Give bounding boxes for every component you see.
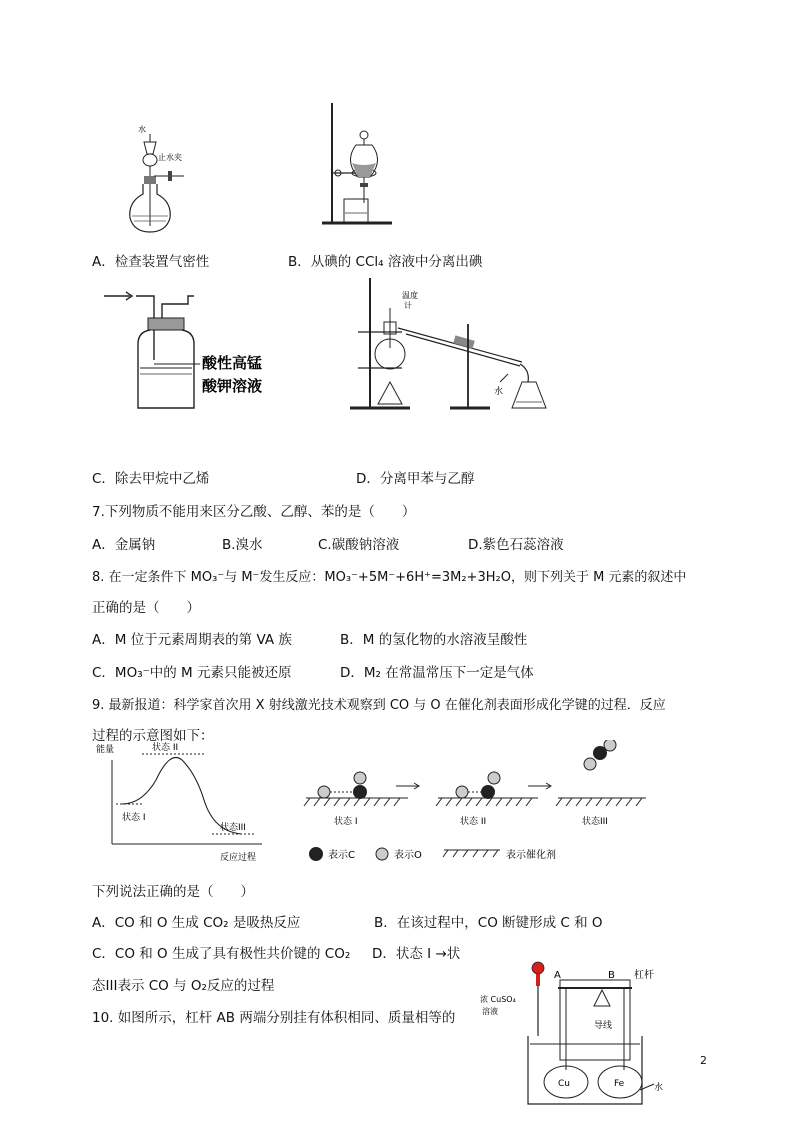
q8-stem-line1: 8. 在一定条件下 MO₃⁻与 M⁻发生反应：MO₃⁻+5M⁻+6H⁺=3M₂+3H₂O，则下列关于 M 元素的叙述中: [92, 570, 687, 585]
catalyst-states-figure: [300, 740, 670, 866]
label-water: 水: [138, 125, 146, 134]
state-3-energy-label: 状态III: [220, 823, 246, 833]
lever-figure: [474, 958, 674, 1110]
label-fe: Fe: [614, 1079, 625, 1089]
label-solution: 溶液: [482, 1007, 498, 1016]
label-wire: 导线: [594, 1021, 613, 1031]
option-b-caption: B．从碘的 CCl₄ 溶液中分离出碘: [288, 254, 483, 270]
q7-stem: 7.下列物质不能用来区分乙酸、乙醇、苯的是（ ）: [92, 504, 416, 520]
legend-carbon: 表示C: [328, 850, 355, 861]
legend-carbon-marker: [309, 847, 323, 861]
energy-diagram: [92, 740, 272, 866]
apparatus-c-figure: [104, 288, 284, 416]
label-cuso4: 浓 CuSO₄: [480, 995, 516, 1004]
state-2-label: 状态 II: [460, 817, 487, 827]
q7-option-c: C.碳酸钠溶液: [318, 537, 400, 553]
q9-stem-line2: 过程的示意图如下：: [92, 728, 214, 744]
legend-catalyst: 表示催化剂: [506, 850, 556, 861]
apparatus-d-figure: [350, 278, 560, 412]
legend-catalyst-marker: [443, 850, 500, 857]
label-water-d: 水: [494, 387, 504, 397]
label-clamp: 止水夹: [158, 153, 182, 162]
label-b: B: [608, 970, 615, 981]
q10-stem: 10. 如图所示，杠杆 AB 两端分别挂有体积相同、质量相等的: [92, 1010, 456, 1026]
label-kmno4-2: 酸钾溶液: [202, 377, 263, 395]
legend-oxygen: 表示O: [394, 850, 422, 861]
label-thermometer-2: 计: [404, 301, 412, 310]
label-kmno4-1: 酸性高锰: [202, 354, 263, 372]
label-cu: Cu: [558, 1079, 570, 1089]
energy-axis-label: 能量: [96, 745, 115, 755]
option-d-caption: D．分离甲苯与乙醇: [356, 471, 475, 487]
label-lever: 杠杆: [634, 970, 654, 981]
q9-option-d-cont: 态III表示 CO 与 O₂反应的过程: [92, 978, 275, 994]
q9-option-a: A．CO 和 O 生成 CO₂ 是吸热反应: [92, 915, 301, 931]
q9-option-c: C．CO 和 O 生成了具有极性共价键的 CO₂: [92, 946, 351, 962]
label-a: A: [554, 970, 561, 981]
q8-stem-line2: 正确的是（ ）: [92, 600, 200, 616]
q9-option-d: D．状态 I →状: [372, 946, 461, 962]
apparatus-a-figure: [120, 120, 200, 238]
q9-option-b: B．在该过程中，CO 断键形成 C 和 O: [374, 915, 603, 931]
state-3-label: 状态III: [582, 817, 608, 827]
label-water-q10: 水: [654, 1083, 664, 1093]
option-c-caption: C．除去甲烷中乙烯: [92, 471, 210, 487]
reaction-axis-label: 反应过程: [220, 853, 257, 863]
q8-option-a: A．M 位于元素周期表的第 VA 族: [92, 632, 292, 648]
q8-option-d: D．M₂ 在常温常压下一定是气体: [340, 665, 534, 681]
apparatus-b-figure: [322, 103, 392, 229]
legend-oxygen-marker: [376, 848, 388, 860]
q7-option-b: B.溴水: [222, 537, 263, 553]
q7-option-d: D.紫色石蕊溶液: [468, 537, 564, 553]
page-number: 2: [700, 1054, 707, 1067]
q7-option-a: A．金属钠: [92, 537, 156, 553]
option-a-caption: A．检查装置气密性: [92, 254, 210, 270]
label-thermometer-1: 温度: [402, 291, 418, 300]
q8-option-b: B．M 的氢化物的水溶液呈酸性: [340, 632, 528, 648]
q9-prompt: 下列说法正确的是（ ）: [92, 884, 254, 900]
state-1-energy-label: 状态 I: [122, 813, 146, 823]
q8-option-c: C．MO₃⁻中的 M 元素只能被还原: [92, 665, 292, 681]
state-1-label: 状态 I: [334, 817, 358, 827]
state-1-energy-label-top: 状态 II: [152, 743, 179, 753]
q9-stem-line1: 9. 最新报道：科学家首次用 X 射线激光技术观察到 CO 与 O 在催化剂表面形成化学键的过程．反应: [92, 698, 666, 713]
